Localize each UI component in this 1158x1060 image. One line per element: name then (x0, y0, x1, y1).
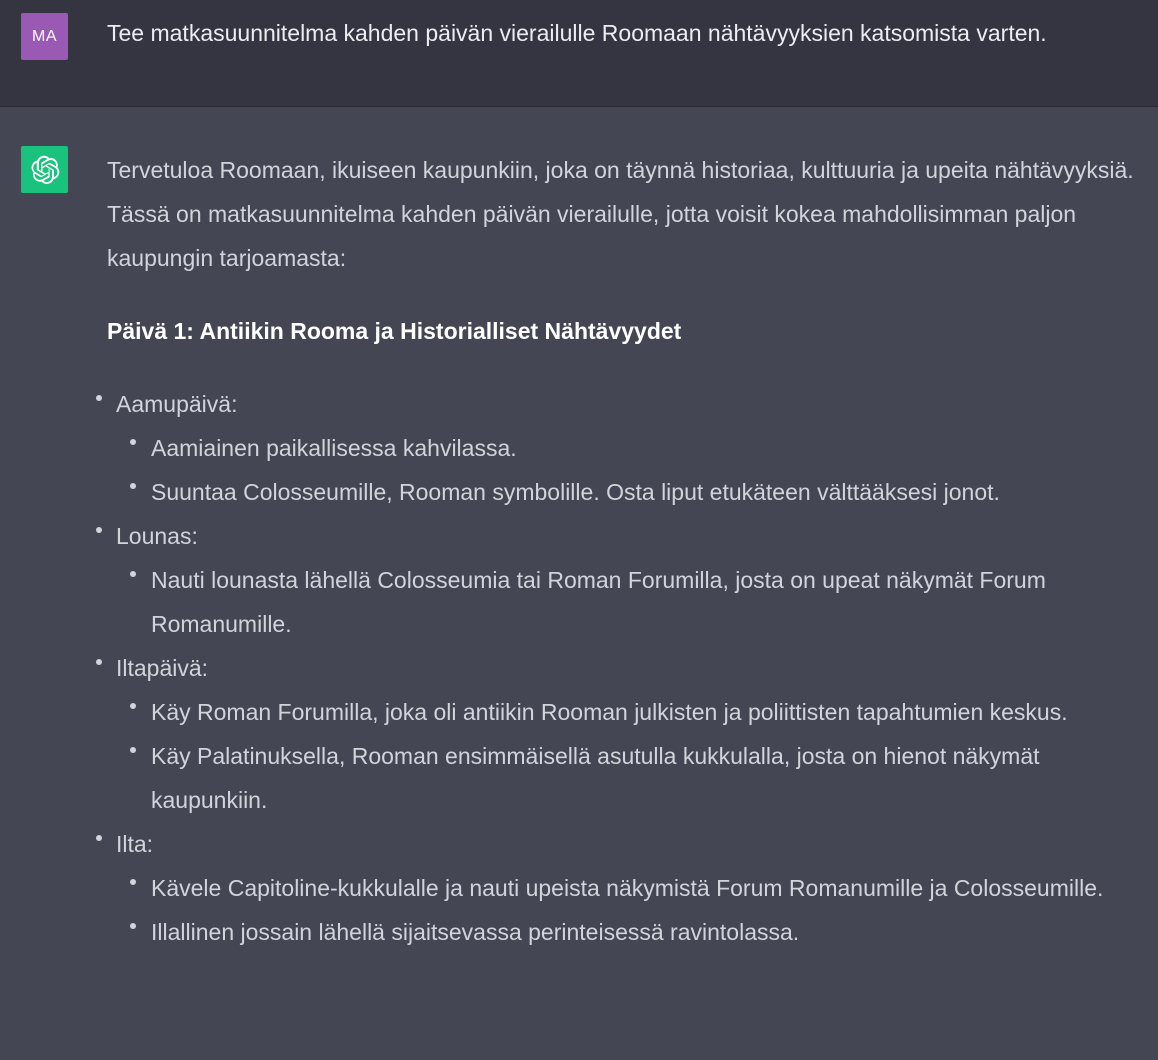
list-item-text: Suuntaa Colosseumille, Rooman symbolille. Osta liput etukäteen välttääksesi jonot. (151, 479, 1000, 505)
bullet-icon (130, 483, 136, 489)
bullet-icon (130, 747, 136, 753)
sub-list (116, 690, 1137, 822)
bullet-icon (130, 439, 136, 445)
section-label: Ilta: (116, 831, 154, 857)
openai-logo-icon (30, 155, 60, 185)
sub-list (116, 866, 1137, 954)
assistant-message-content (107, 148, 1137, 954)
list-item-text: Käy Roman Forumilla, joka oli antiikin Rooman julkisten ja poliittisten tapahtumien keskus. (151, 699, 1068, 725)
sub-list (116, 426, 1137, 514)
user-avatar: MA (21, 13, 68, 60)
list-item-text: Kävele Capitoline-kukkulalle ja nauti upeista näkymistä Forum Romanumille ja Colosseumille. (151, 875, 1104, 901)
bullet-icon (96, 835, 102, 841)
list-item (116, 558, 1137, 646)
list-item-text: Käy Palatinuksella, Rooman ensimmäisellä asutulla kukkulalla, josta on hienot näkymät kaupunkiin. (151, 743, 1040, 813)
day-heading: Päivä 1: Antiikin Rooma ja Historialliset Nähtävyydet (107, 318, 682, 344)
assistant-message-row (0, 107, 1158, 1060)
bullet-icon (130, 571, 136, 577)
list-item (93, 514, 1137, 646)
list-item (93, 822, 1137, 954)
bullet-icon (130, 879, 136, 885)
list-item (116, 426, 1137, 470)
list-item (116, 734, 1137, 822)
intro-paragraph: Tervetuloa Roomaan, ikuiseen kaupunkiin, joka on täynnä historiaa, kulttuuria ja upeita nähtävyyksiä. Tässä on matkasuunnitelma kahden päivän vierailulle, jotta voisit kokea mahdollisimman paljon kaupungin tarjoamasta: (107, 157, 1134, 271)
user-message-row (0, 0, 1158, 107)
bullet-icon (96, 659, 102, 665)
list-item-text: Nauti lounasta lähellä Colosseumia tai Roman Forumilla, josta on upeat näkymät Forum Romanumille. (151, 567, 1046, 637)
section-label: Aamupäivä: (116, 391, 238, 417)
assistant-avatar (21, 146, 68, 193)
bullet-icon (130, 703, 136, 709)
bullet-icon (96, 527, 102, 533)
list-item (116, 690, 1137, 734)
list-item (116, 470, 1137, 514)
list-item (116, 866, 1137, 910)
list-item (93, 646, 1137, 822)
section-label: Iltapäivä: (116, 655, 209, 681)
list-item-text: Aamiainen paikallisessa kahvilassa. (151, 435, 517, 461)
user-message-text: Tee matkasuunnitelma kahden päivän vierailulle Roomaan nähtävyyksien katsomista varten. (107, 20, 1047, 46)
list-item (93, 382, 1137, 514)
sub-list (116, 558, 1137, 646)
list-item-text: Illallinen jossain lähellä sijaitsevassa perinteisessä ravintolassa. (151, 919, 800, 945)
bullet-icon (96, 395, 102, 401)
section-label: Lounas: (116, 523, 198, 549)
bullet-icon (130, 923, 136, 929)
itinerary-list (93, 382, 1137, 954)
list-item (116, 910, 1137, 954)
